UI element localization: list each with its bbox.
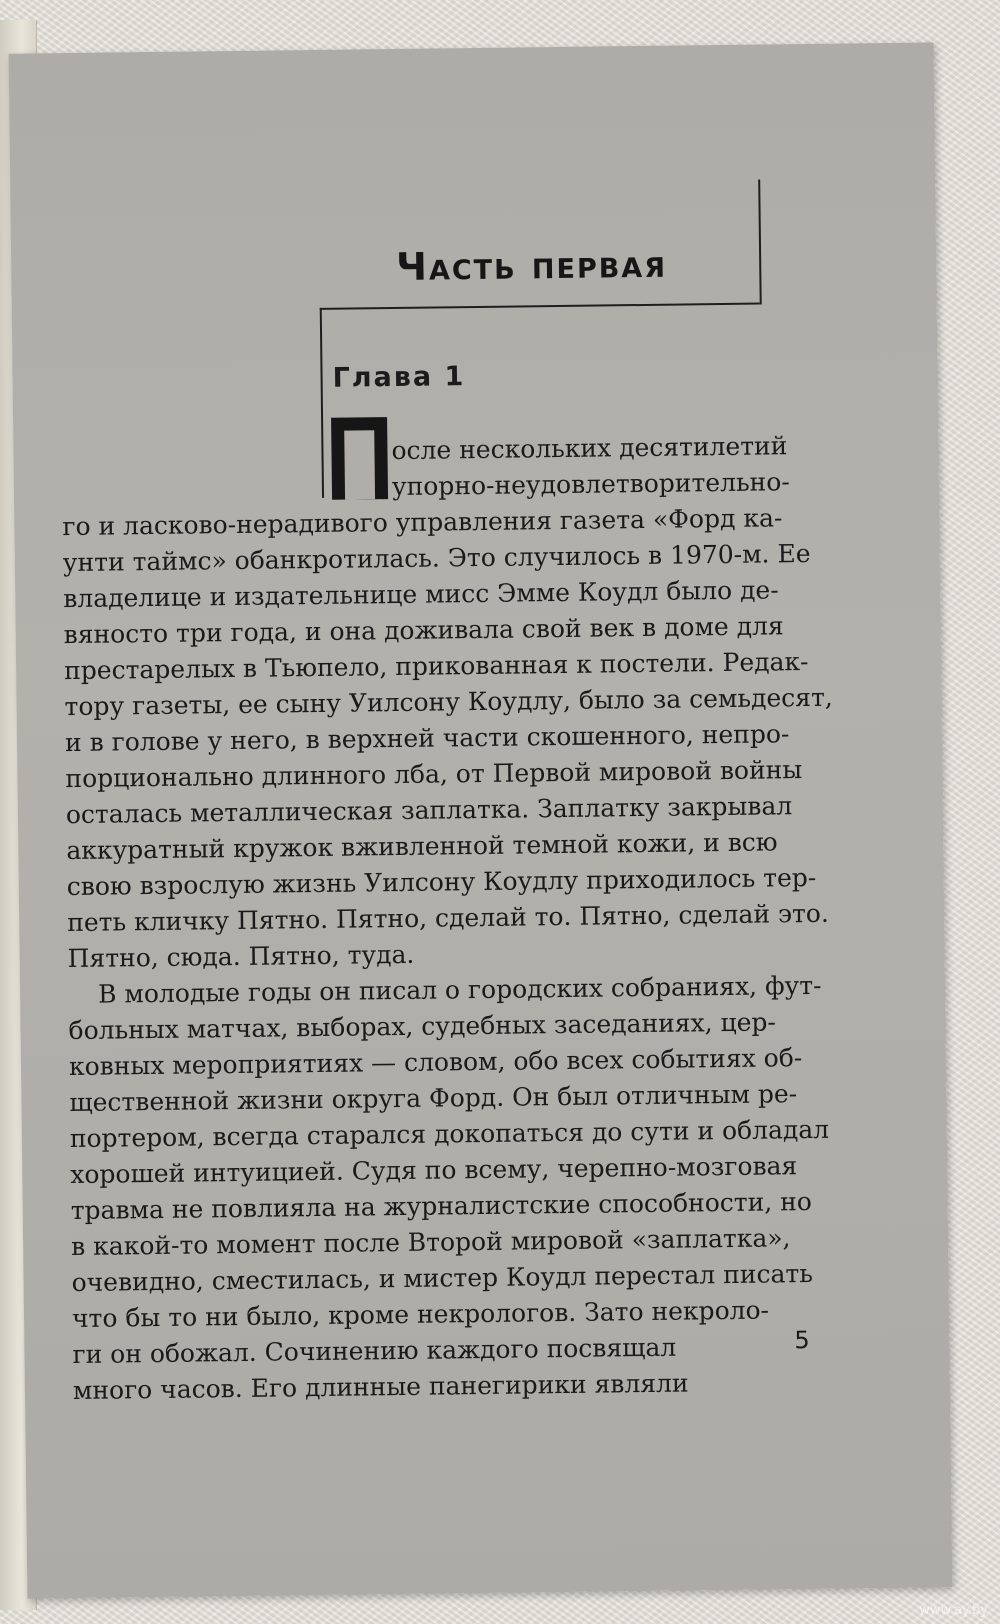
text-line: очевидно, сместилась, и мистер Коудл перестал писать [71, 1258, 814, 1298]
text-line: что бы то ни было, кроме некрологов. Зато некроло- [71, 1295, 770, 1334]
text-line: унти таймс» обанкротилась. Это случилось в 1970-м. Ее [62, 538, 811, 578]
text-line: вяносто три года, и она доживала свой век в доме для [63, 611, 784, 650]
text-line: свою взрослую жизнь Уилсону Коудлу приходилось тер- [66, 862, 817, 902]
text-line: и в голове у него, в верхней части скошенного, непро- [64, 719, 790, 758]
frame-line-right [758, 180, 762, 305]
text-line: травма не повлияла на журналистские способности, но [70, 1186, 813, 1226]
text-line: хорошей интуицией. Судя по всему, черепно-мозговая [70, 1151, 798, 1190]
text-line: ковных мероприятиях — словом, обо всех событиях об- [68, 1043, 803, 1082]
drop-cap [331, 417, 388, 500]
text-line: го и ласково-нерадивого управления газета «Форд ка- [62, 503, 783, 542]
text-line: в какой-то момент после Второй мировой «заплатка», [70, 1223, 791, 1262]
text-line: тору газеты, ее сыну Уилсону Коудлу, было за семьдесят, [64, 682, 833, 722]
text-line: петь кличку Пятно. Пятно, сделай то. Пятно, сделай это. [67, 898, 829, 938]
text-line: В молодые годы он писал о городских собраниях, фут- [97, 970, 822, 1009]
text-line: ги он обожал. Сочинению каждого посвящал [72, 1332, 677, 1370]
text-line: Пятно, сюда. Пятно, туда. [67, 939, 415, 974]
text-line: престарелых в Тьюпело, прикованная к постели. Редак- [63, 646, 809, 686]
watermark: www.ay.by [919, 1603, 988, 1618]
book-page [9, 42, 953, 1598]
frame-line-top [320, 303, 760, 310]
text-line: порционально длинного лба, от Первой мировой войны [65, 755, 803, 794]
text-line: упорно-неудовлетворительно- [391, 467, 790, 502]
text-line: щественной жизни округа Форд. Он был отличным ре- [69, 1079, 798, 1118]
body-text [61, 428, 833, 1406]
text-line: осле нескольких десятилетий [391, 431, 788, 466]
chapter-title: Глава 1 [332, 361, 466, 394]
frame-line-left [320, 308, 324, 498]
drop-cap-letter [331, 417, 388, 500]
page-number: 5 [794, 1326, 810, 1355]
text-line: портером, всегда старался докопаться до сути и обладал [69, 1114, 830, 1154]
text-line: больных матчах, выборах, судебных заседаниях, цер- [68, 1007, 777, 1046]
text-line: аккуратный кружок вживленной темной кожи, и всю [66, 827, 778, 866]
text-line: осталась металлическая заплатка. Заплатку закрывал [65, 791, 793, 830]
part-title: Часть первая [395, 241, 668, 289]
text-line: много часов. Его длинные панегирики являли [72, 1368, 689, 1406]
text-line: владелице и издательнице мисс Эмме Коудл было де- [63, 575, 779, 614]
